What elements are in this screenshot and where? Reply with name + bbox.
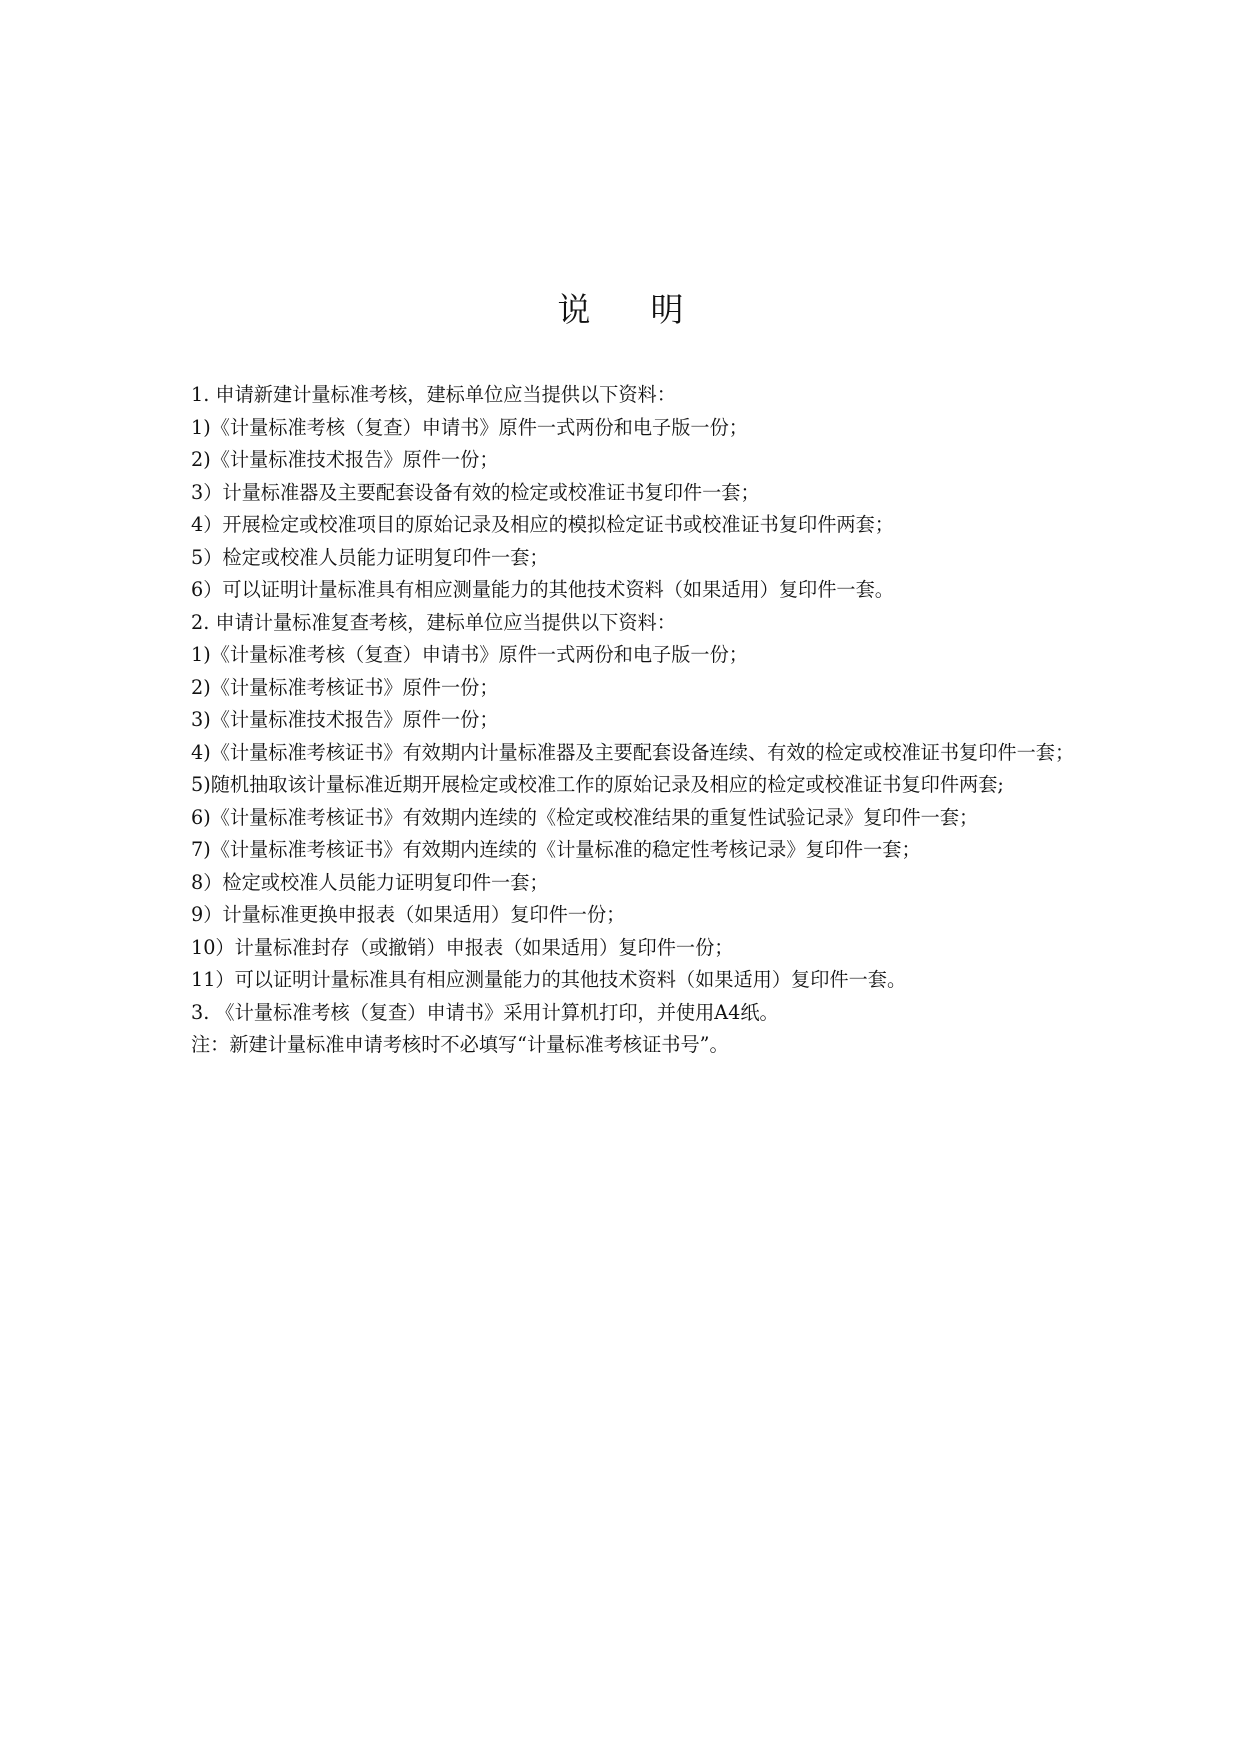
list-item: 2)《计量标准技术报告》原件一份； [191,448,499,471]
list-item: 7)《计量标准考核证书》有效期内连续的《计量标准的稳定性考核记录》复印件一套； [191,838,921,861]
list-item: 4)《计量标准考核证书》有效期内计量标准器及主要配套设备连续、有效的检定或校准证书复印件一套； [191,740,1075,764]
list-item: 11）可以证明计量标准具有相应测量能力的其他技术资料（如果适用）复印件一套。 [191,968,907,991]
list-item: 6)《计量标准考核证书》有效期内连续的《检定或校准结果的重复性试验记录》复印件一套； [191,805,979,829]
list-item: 3）计量标准器及主要配套设备有效的检定或校准证书复印件一套； [191,480,760,504]
list-item: 4）开展检定或校准项目的原始记录及相应的模拟检定证书或校准证书复印件两套； [191,513,894,536]
instructions-body [191,379,1126,1062]
list-item: 5)随机抽取该计量标准近期开展检定或校准工作的原始记录及相应的检定或校准证书复印件两套; [191,773,1004,796]
list-item: 5）检定或校准人员能力证明复印件一套； [191,545,549,569]
list-item: 2)《计量标准考核证书》原件一份； [191,675,499,699]
list-item: 3)《计量标准技术报告》原件一份； [191,708,499,731]
list-item: 1)《计量标准考核（复查）申请书》原件一式两份和电子版一份； [191,643,748,666]
list-item: 6）可以证明计量标准具有相应测量能力的其他技术资料（如果适用）复印件一套。 [191,578,894,601]
list-item: 10）计量标准封存（或撤销）申报表（如果适用）复印件一份； [191,935,734,959]
list-item: 8）检定或校准人员能力证明复印件一套； [191,870,549,894]
list-item: 9）计量标准更换申报表（如果适用）复印件一份； [191,903,626,926]
section-2-heading: 2. 申请计量标准复查考核，建标单位应当提供以下资料： [191,610,676,634]
section-1-heading: 1. 申请新建计量标准考核，建标单位应当提供以下资料： [191,383,676,406]
section-3-text: 3. 《计量标准考核（复查）申请书》采用计算机打印，并使用A4纸。 [191,1000,779,1024]
page-title: 说明 [557,290,744,329]
list-item: 1)《计量标准考核（复查）申请书》原件一式两份和电子版一份； [191,415,748,439]
note-text: 注：新建计量标准申请考核时不必填写“计量标准考核证书号”。 [191,1033,729,1056]
